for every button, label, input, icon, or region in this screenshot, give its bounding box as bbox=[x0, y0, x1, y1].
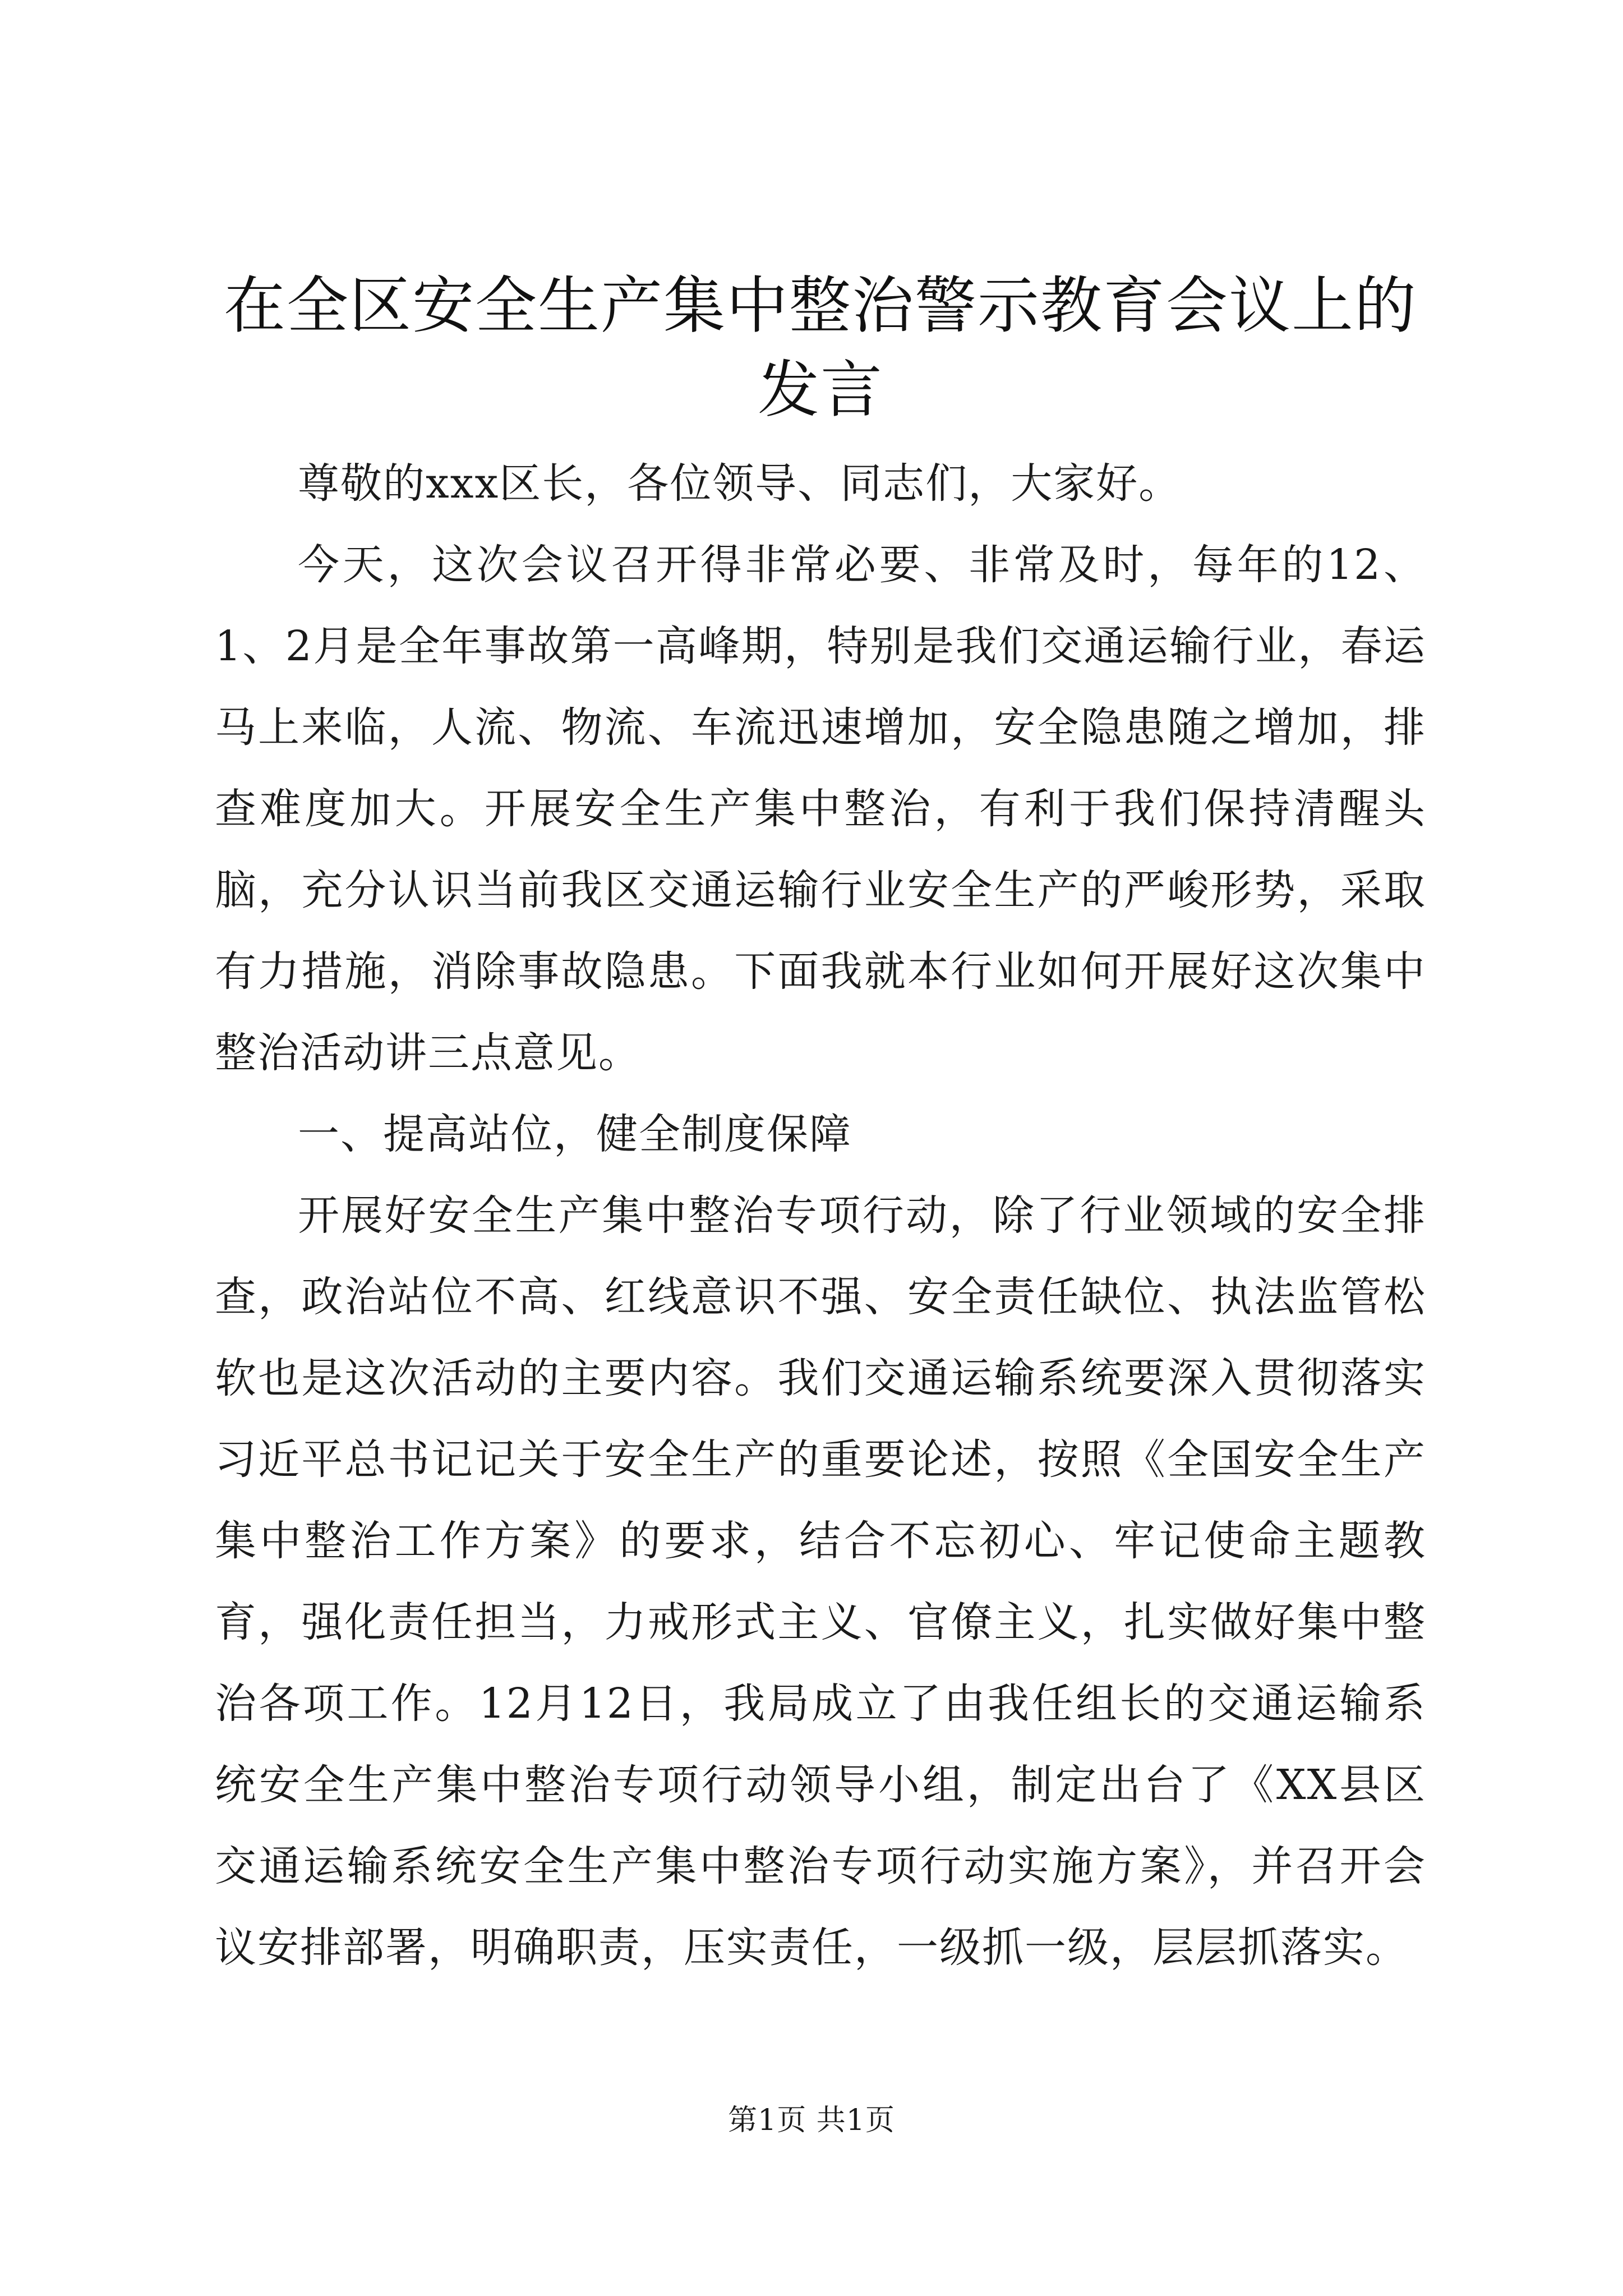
section-heading-1: 一、提高站位，健全制度保障 bbox=[298, 1110, 852, 1158]
document-title: 在全区安全生产集中整治警示教育会议上的发言 bbox=[224, 270, 1417, 426]
paragraph-introduction: 今天，这次会议召开得非常必要、非常及时，每年的12、1、2月是全年事故第一高峰期，特别是我们交通运输行业，春运马上来临，人流、物流、车流迅速增加，安全隐患随之增加，排查难度加大。开展安全生产集中整治，有利于我们保持清醒头脑，充分认识当前我区交通运输行业安全生产的严峻形势，采取有力措施，消除事故隐患。下面我就本行业如何开展好这次集中整治活动讲三点意见。 bbox=[215, 541, 1426, 1077]
document-body bbox=[215, 443, 1426, 1989]
paragraph-greeting: 尊敬的xxx区长，各位领导、同志们，大家好。 bbox=[298, 459, 1182, 508]
page-number-footer: 第1页 共1页 bbox=[728, 2104, 895, 2137]
paragraph-section-1: 开展好安全生产集中整治专项行动，除了行业领域的安全排查，政治站位不高、红线意识不强、安全责任缺位、执法监管松软也是这次活动的主要内容。我们交通运输系统要深入贯彻落实习近平总书记记关于安全生产的重要论述，按照《全国安全生产集中整治工作方案》的要求，结合不忘初心、牢记使命主题教育，强化责任担当，力戒形式主义、官僚主义，扎实做好集中整治各项工作。12月12日，我局成立了由我任组长的交通运输系统安全生产集中整治专项行动领导小组，制定出台了《XX县区交通运输系统安全生产集中整治专项行动实施方案》，并召开会议安排部署，明确职责，压实责任，一级抓一级，层层抓落实。 bbox=[215, 1191, 1426, 1972]
document-content bbox=[215, 264, 1426, 1989]
